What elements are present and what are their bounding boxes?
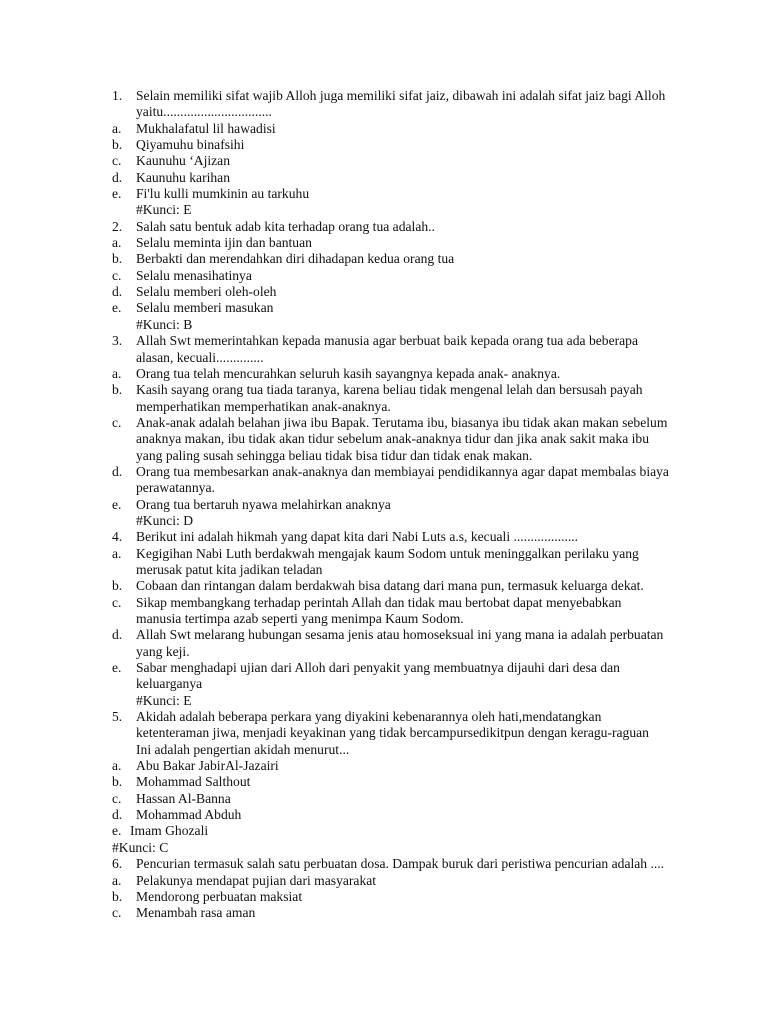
line-text: Qiyamuhu binafsihi: [136, 137, 245, 153]
option-line: [0, 627, 768, 643]
line-text: Imam Ghozali: [130, 823, 209, 839]
option-line: [0, 497, 768, 513]
answer-key-line: [0, 202, 768, 218]
continuation-line: [0, 611, 768, 627]
line-marker: 6.: [112, 856, 123, 872]
question-line: [0, 856, 768, 872]
line-text: Ini adalah pengertian akidah menurut...: [136, 741, 350, 757]
line-text: Allah Swt melarang hubungan sesama jenis atau homoseksual ini yang mana ia adalah perbuatan: [136, 627, 664, 643]
line-marker: a.: [112, 235, 122, 251]
line-text: Kasih sayang orang tua tiada taranya, karena beliau tidak mengenal lelah dan bersusah payah: [136, 382, 643, 398]
line-text: #Kunci: C: [112, 839, 169, 855]
line-marker: 4.: [112, 529, 123, 545]
line-text: Berikut ini adalah hikmah yang dapat kita dari Nabi Luts a.s, kecuali ...................: [136, 529, 579, 545]
continuation-line: [0, 104, 768, 120]
line-text: #Kunci: D: [136, 512, 194, 528]
continuation-line: [0, 725, 768, 741]
answer-key-line: [0, 513, 768, 529]
line-text: Selalu menasihatinya: [136, 267, 252, 283]
line-marker: b.: [112, 251, 123, 267]
option-line: [0, 235, 768, 251]
answer-key-line: [0, 840, 768, 856]
option-line: [0, 758, 768, 774]
line-text: Kaunuhu karihan: [136, 169, 230, 185]
line-marker: e.: [112, 186, 122, 202]
line-marker: b.: [112, 774, 123, 790]
line-marker: c.: [112, 267, 122, 283]
line-marker: d.: [112, 284, 123, 300]
line-marker: 3.: [112, 333, 123, 349]
line-marker: 1.: [112, 88, 123, 103]
option-line: [0, 186, 768, 202]
line-text: memperhatikan memperhatikan anak-anaknya.: [136, 398, 391, 414]
line-text: merusak patut kita jadikan teladan: [136, 561, 323, 577]
line-text: #Kunci: B: [136, 316, 193, 332]
option-line: [0, 415, 768, 431]
line-text: alasan, kecuali..............: [136, 349, 264, 365]
line-text: Hassan Al-Banna: [136, 790, 231, 806]
option-line: [0, 464, 768, 480]
option-line: [0, 807, 768, 823]
question-line: [0, 219, 768, 235]
line-marker: a.: [112, 545, 122, 561]
line-text: Abu Bakar JabirAl-Jazairi: [136, 758, 279, 774]
document-page: [0, 88, 768, 922]
line-marker: c.: [112, 790, 122, 806]
line-text: Anak-anak adalah belahan jiwa ibu Bapak. Terutama ibu, biasanya ibu tidak akan makan sebelum: [136, 414, 668, 430]
continuation-line: [0, 350, 768, 366]
line-marker: d.: [112, 807, 123, 823]
line-text: Sabar menghadapi ujian dari Alloh dari penyakit yang membuatnya dijauhi dari desa dan: [136, 660, 620, 676]
line-text: yang keji.: [136, 643, 190, 659]
continuation-line: [0, 431, 768, 447]
option-line: [0, 366, 768, 382]
option-line: [0, 121, 768, 137]
line-marker: b.: [112, 137, 123, 153]
line-marker: d.: [112, 463, 123, 479]
continuation-line: [0, 399, 768, 415]
line-text: Mohammad Salthout: [136, 774, 251, 790]
line-marker: a.: [112, 120, 122, 136]
line-text: Pencurian termasuk salah satu perbuatan dosa. Dampak buruk dari peristiwa pencurian adalah ....: [136, 856, 665, 872]
line-marker: b.: [112, 382, 123, 398]
line-text: Menambah rasa aman: [136, 905, 256, 921]
line-text: Allah Swt memerintahkan kepada manusia agar berbuat baik kepada orang tua ada beberapa: [136, 333, 638, 349]
line-marker: c.: [112, 594, 122, 610]
line-text: Mendorong perbuatan maksiat: [136, 888, 303, 904]
option-line: [0, 153, 768, 169]
continuation-line: [0, 644, 768, 660]
option-line: [0, 578, 768, 594]
option-line: [0, 284, 768, 300]
line-text: ketenteraman jiwa, menjadi keyakinan yang tidak bercampursedikitpun dengan keragu-raguan: [136, 725, 649, 741]
line-text: keluarganya: [136, 676, 203, 692]
line-text: #Kunci: E: [136, 692, 192, 708]
line-text: yaitu................................: [136, 104, 272, 120]
continuation-line: [0, 480, 768, 496]
option-line: [0, 251, 768, 267]
option-line: [0, 595, 768, 611]
line-marker: a.: [112, 365, 122, 381]
line-marker: 5.: [112, 709, 123, 725]
question-line: [0, 709, 768, 725]
line-text: Selalu meminta ijin dan bantuan: [136, 235, 312, 251]
line-marker: e.: [112, 823, 122, 839]
option-line: [0, 546, 768, 562]
line-text: manusia tertimpa azab seperti yang menimpa Kaum Sodom.: [136, 611, 464, 626]
line-marker: d.: [112, 169, 123, 185]
line-marker: c.: [112, 153, 122, 169]
option-line: [0, 774, 768, 790]
line-text: Selalu memberi masukan: [136, 300, 274, 316]
answer-key-line: [0, 693, 768, 709]
option-line: [0, 170, 768, 186]
line-text: Fi'lu kulli mumkinin au tarkuhu: [136, 186, 310, 202]
continuation-line: [0, 448, 768, 464]
line-text: Sikap membangkang terhadap perintah Allah dan tidak mau bertobat dapat menyebabkan: [136, 594, 622, 610]
line-marker: e.: [112, 300, 122, 316]
line-text: #Kunci: E: [136, 202, 192, 218]
line-marker: c.: [112, 905, 122, 921]
line-text: Mukhalafatul lil hawadisi: [136, 120, 276, 136]
line-text: Akidah adalah beberapa perkara yang diyakini kebenarannya oleh hati,mendatangkan: [136, 709, 602, 725]
line-text: Orang tua bertaruh nyawa melahirkan anaknya: [136, 496, 391, 512]
option-line: [0, 791, 768, 807]
option-line: [0, 905, 768, 921]
option-line: [0, 382, 768, 398]
line-text: Berbakti dan merendahkan diri dihadapan kedua orang tua: [136, 251, 455, 267]
question-line: [0, 529, 768, 545]
answer-key-line: [0, 317, 768, 333]
option-line: [0, 300, 768, 316]
line-marker: e.: [112, 660, 122, 676]
option-line: [0, 137, 768, 153]
option-line: [0, 660, 768, 676]
line-marker: a.: [112, 872, 122, 888]
option-line: [0, 889, 768, 905]
line-text: anaknya makan, ibu tidak akan tidur sebelum anak-anaknya tidur dan jika anak sakit maka ibu: [136, 431, 649, 447]
line-text: Orang tua membesarkan anak-anaknya dan membiayai pendidikannya agar dapat membalas biaya: [136, 463, 669, 479]
line-text: Kegigihan Nabi Luth berdakwah mengajak kaum Sodom untuk meninggalkan perilaku yang: [136, 545, 639, 561]
line-text: Selalu memberi oleh-oleh: [136, 284, 277, 300]
option-line: [0, 873, 768, 889]
option-line: [0, 268, 768, 284]
line-marker: b.: [112, 578, 123, 594]
continuation-line: [0, 742, 768, 758]
line-marker: c.: [112, 414, 122, 430]
continuation-line: [0, 676, 768, 692]
line-text: perawatannya.: [136, 480, 215, 496]
question-line: [0, 88, 768, 104]
line-marker: e.: [112, 496, 122, 512]
line-text: Kaunuhu ‘Ajizan: [136, 153, 230, 169]
line-marker: a.: [112, 758, 122, 774]
option-line: [0, 823, 768, 839]
line-text: Pelakunya mendapat pujian dari masyarakat: [136, 872, 377, 888]
line-text: Orang tua telah mencurahkan seluruh kasih sayangnya kepada anak- anaknya.: [136, 365, 561, 381]
line-text: Mohammad Abduh: [136, 807, 242, 823]
line-text: Salah satu bentuk adab kita terhadap orang tua adalah..: [136, 218, 435, 234]
line-text: yang paling susah sehingga beliau tidak bisa tidur dan tidak enak makan.: [136, 447, 533, 463]
line-marker: d.: [112, 627, 123, 643]
line-text: Cobaan dan rintangan dalam berdakwah bisa datang dari mana pun, termasuk keluarga dekat.: [136, 578, 644, 594]
line-marker: b.: [112, 888, 123, 904]
line-text: Selain memiliki sifat wajib Alloh juga memiliki sifat jaiz, dibawah ini adalah sifat jaiz bagi Alloh: [136, 88, 666, 103]
continuation-line: [0, 562, 768, 578]
line-marker: 2.: [112, 218, 123, 234]
question-line: [0, 333, 768, 349]
